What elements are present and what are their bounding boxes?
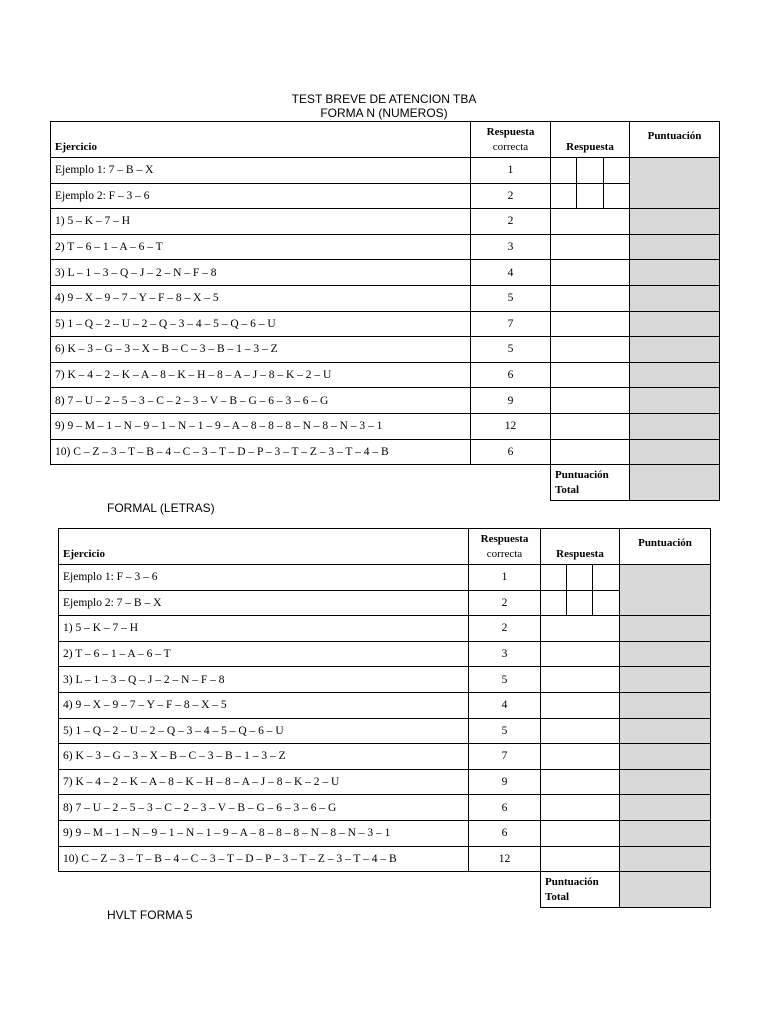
correct-answer-cell: 3 bbox=[471, 234, 551, 260]
header-ejercicio: Ejercicio bbox=[59, 529, 469, 565]
response-cell[interactable] bbox=[551, 337, 630, 363]
example-response-box[interactable] bbox=[567, 590, 593, 616]
header-correcta-line1: Respuesta bbox=[480, 532, 529, 545]
correct-answer-cell: 6 bbox=[469, 795, 541, 821]
header-correcta-line2: correcta bbox=[486, 547, 523, 560]
response-cell[interactable] bbox=[541, 718, 620, 744]
form-n-table bbox=[50, 121, 720, 501]
response-cell[interactable] bbox=[541, 795, 620, 821]
test-title: TEST BREVE DE ATENCION TBA bbox=[291, 92, 477, 106]
score-cell bbox=[630, 439, 720, 465]
example-response-box[interactable] bbox=[577, 158, 604, 184]
response-cell[interactable] bbox=[551, 209, 630, 235]
table-row bbox=[51, 234, 720, 260]
score-cell bbox=[620, 769, 711, 795]
table-row bbox=[59, 667, 711, 693]
correct-answer-cell: 2 bbox=[469, 616, 541, 642]
exercise-cell: 6) K – 3 – G – 3 – X – B – C – 3 – B – 1 – 3 – Z bbox=[59, 744, 469, 770]
exercise-cell: Ejemplo 2: F – 3 – 6 bbox=[51, 183, 471, 209]
response-cell[interactable] bbox=[541, 820, 620, 846]
table-row bbox=[59, 795, 711, 821]
response-cell[interactable] bbox=[551, 260, 630, 286]
table-row bbox=[59, 616, 711, 642]
correct-answer-cell: 2 bbox=[471, 209, 551, 235]
total-score-label bbox=[551, 465, 630, 501]
example-response-box[interactable] bbox=[577, 183, 604, 209]
exercise-cell: 2) T – 6 – 1 – A – 6 – T bbox=[59, 641, 469, 667]
score-cell bbox=[630, 337, 720, 363]
correct-answer-cell: 6 bbox=[471, 362, 551, 388]
correct-answer-cell: 5 bbox=[469, 718, 541, 744]
exercise-cell: 4) 9 – X – 9 – 7 – Y – F – 8 – X – 5 bbox=[51, 285, 471, 311]
exercise-cell: 5) 1 – Q – 2 – U – 2 – Q – 3 – 4 – 5 – Q – 6 – U bbox=[51, 311, 471, 337]
correct-answer-cell: 2 bbox=[469, 590, 541, 616]
exercise-cell: 8) 7 – U – 2 – 5 – 3 – C – 2 – 3 – V – B – G – 6 – 3 – 6 – G bbox=[59, 795, 469, 821]
score-cell bbox=[630, 311, 720, 337]
response-cell[interactable] bbox=[541, 744, 620, 770]
exercise-cell: 4) 9 – X – 9 – 7 – Y – F – 8 – X – 5 bbox=[59, 692, 469, 718]
header-row bbox=[51, 122, 720, 158]
total-label-line2: Total bbox=[545, 890, 570, 903]
exercise-cell: 2) T – 6 – 1 – A – 6 – T bbox=[51, 234, 471, 260]
total-score-label bbox=[541, 872, 620, 908]
table-row bbox=[51, 260, 720, 286]
score-cell bbox=[630, 413, 720, 439]
total-row-spacer bbox=[51, 465, 551, 501]
correct-answer-cell: 12 bbox=[471, 413, 551, 439]
table-row bbox=[59, 846, 711, 872]
response-cell[interactable] bbox=[541, 641, 620, 667]
exercise-cell: Ejemplo 1: 7 – B – X bbox=[51, 158, 471, 184]
score-cell bbox=[630, 209, 720, 235]
correct-answer-cell: 5 bbox=[471, 285, 551, 311]
table-row bbox=[59, 744, 711, 770]
exercise-cell: 9) 9 – M – 1 – N – 9 – 1 – N – 1 – 9 – A – 8 – 8 – 8 – N – 8 – N – 3 – 1 bbox=[51, 413, 471, 439]
table-row bbox=[51, 183, 720, 209]
exercise-cell: 1) 5 – K – 7 – H bbox=[59, 616, 469, 642]
example-response-box[interactable] bbox=[541, 565, 567, 591]
table-row bbox=[59, 590, 711, 616]
score-cell bbox=[630, 285, 720, 311]
response-cell[interactable] bbox=[541, 616, 620, 642]
table-row bbox=[59, 769, 711, 795]
correct-answer-cell: 4 bbox=[469, 692, 541, 718]
score-cell bbox=[630, 260, 720, 286]
example-response-box[interactable] bbox=[541, 590, 567, 616]
table-row bbox=[51, 362, 720, 388]
exercise-cell: Ejemplo 2: 7 – B – X bbox=[59, 590, 469, 616]
total-row-spacer bbox=[59, 872, 541, 908]
correct-answer-cell: 2 bbox=[471, 183, 551, 209]
response-cell[interactable] bbox=[541, 667, 620, 693]
header-respuesta: Respuesta bbox=[551, 122, 630, 158]
response-cell[interactable] bbox=[551, 311, 630, 337]
score-cell bbox=[620, 641, 711, 667]
table-row bbox=[59, 565, 711, 591]
table-row bbox=[51, 439, 720, 465]
table-row bbox=[59, 820, 711, 846]
score-cell bbox=[620, 718, 711, 744]
score-cell bbox=[620, 616, 711, 642]
total-row bbox=[51, 465, 720, 501]
correct-answer-cell: 7 bbox=[469, 744, 541, 770]
exercise-cell: 10) C – Z – 3 – T – B – 4 – C – 3 – T – D – P – 3 – T – Z – 3 – T – 4 – B bbox=[51, 439, 471, 465]
example-response-box[interactable] bbox=[604, 183, 630, 209]
table-row bbox=[59, 692, 711, 718]
exercise-cell: 3) L – 1 – 3 – Q – J – 2 – N – F – 8 bbox=[51, 260, 471, 286]
exercise-cell: 8) 7 – U – 2 – 5 – 3 – C – 2 – 3 – V – B – G – 6 – 3 – 6 – G bbox=[51, 388, 471, 414]
total-label-line1: Puntuación bbox=[555, 468, 609, 481]
exercise-cell: 5) 1 – Q – 2 – U – 2 – Q – 3 – 4 – 5 – Q – 6 – U bbox=[59, 718, 469, 744]
response-cell[interactable] bbox=[551, 362, 630, 388]
header-correcta-line2: correcta bbox=[492, 140, 529, 153]
score-cell bbox=[620, 846, 711, 872]
exercise-cell: 9) 9 – M – 1 – N – 9 – 1 – N – 1 – 9 – A – 8 – 8 – 8 – N – 8 – N – 3 – 1 bbox=[59, 820, 469, 846]
correct-answer-cell: 9 bbox=[469, 769, 541, 795]
exercise-cell: Ejemplo 1: F – 3 – 6 bbox=[59, 565, 469, 591]
example-score-cell bbox=[630, 158, 720, 209]
score-cell bbox=[620, 667, 711, 693]
example-response-box[interactable] bbox=[551, 183, 577, 209]
correct-answer-cell: 4 bbox=[471, 260, 551, 286]
correct-answer-cell: 9 bbox=[471, 388, 551, 414]
total-row bbox=[59, 872, 711, 908]
correct-answer-cell: 5 bbox=[471, 337, 551, 363]
response-cell[interactable] bbox=[551, 285, 630, 311]
hvlt-title: HVLT FORMA 5 bbox=[107, 908, 193, 922]
total-score-cell bbox=[620, 872, 711, 908]
example-score-cell bbox=[620, 565, 711, 616]
score-cell bbox=[630, 388, 720, 414]
form-n-title: FORMA N (NUMEROS) bbox=[320, 106, 448, 120]
table-row bbox=[51, 388, 720, 414]
header-respuesta-correcta bbox=[469, 529, 541, 565]
header-puntuacion: Puntuación bbox=[630, 122, 720, 158]
response-cell[interactable] bbox=[541, 692, 620, 718]
table-row bbox=[51, 413, 720, 439]
example-response-box[interactable] bbox=[604, 158, 630, 184]
table-row bbox=[51, 285, 720, 311]
form-letras-table bbox=[58, 528, 711, 908]
example-response-box[interactable] bbox=[551, 158, 577, 184]
total-label-line1: Puntuación bbox=[545, 875, 599, 888]
response-cell[interactable] bbox=[551, 234, 630, 260]
score-cell bbox=[620, 692, 711, 718]
correct-answer-cell: 7 bbox=[471, 311, 551, 337]
example-response-box[interactable] bbox=[593, 590, 620, 616]
exercise-cell: 3) L – 1 – 3 – Q – J – 2 – N – F – 8 bbox=[59, 667, 469, 693]
exercise-cell: 7) K – 4 – 2 – K – A – 8 – K – H – 8 – A – J – 8 – K – 2 – U bbox=[59, 769, 469, 795]
total-score-cell bbox=[630, 465, 720, 501]
example-response-box[interactable] bbox=[593, 565, 620, 591]
table-row bbox=[51, 209, 720, 235]
exercise-cell: 6) K – 3 – G – 3 – X – B – C – 3 – B – 1 – 3 – Z bbox=[51, 337, 471, 363]
header-correcta-line1: Respuesta bbox=[486, 125, 535, 138]
table-row bbox=[59, 641, 711, 667]
table-row bbox=[51, 158, 720, 184]
exercise-cell: 7) K – 4 – 2 – K – A – 8 – K – H – 8 – A – J – 8 – K – 2 – U bbox=[51, 362, 471, 388]
correct-answer-cell: 6 bbox=[471, 439, 551, 465]
header-respuesta-correcta bbox=[471, 122, 551, 158]
response-cell[interactable] bbox=[541, 769, 620, 795]
correct-answer-cell: 1 bbox=[471, 158, 551, 184]
header-row bbox=[59, 529, 711, 565]
correct-answer-cell: 3 bbox=[469, 641, 541, 667]
example-response-box[interactable] bbox=[567, 565, 593, 591]
table-row bbox=[51, 337, 720, 363]
score-cell bbox=[620, 795, 711, 821]
score-cell bbox=[630, 362, 720, 388]
correct-answer-cell: 5 bbox=[469, 667, 541, 693]
table-row bbox=[51, 311, 720, 337]
exercise-cell: 10) C – Z – 3 – T – B – 4 – C – 3 – T – D – P – 3 – T – Z – 3 – T – 4 – B bbox=[59, 846, 469, 872]
score-cell bbox=[620, 820, 711, 846]
response-cell[interactable] bbox=[551, 388, 630, 414]
correct-answer-cell: 1 bbox=[469, 565, 541, 591]
response-cell[interactable] bbox=[551, 439, 630, 465]
header-respuesta: Respuesta bbox=[541, 529, 620, 565]
header-ejercicio: Ejercicio bbox=[51, 122, 471, 158]
header-puntuacion: Puntuación bbox=[620, 529, 711, 565]
score-cell bbox=[620, 744, 711, 770]
response-cell[interactable] bbox=[551, 413, 630, 439]
table-row bbox=[59, 718, 711, 744]
exercise-cell: 1) 5 – K – 7 – H bbox=[51, 209, 471, 235]
total-label-line2: Total bbox=[555, 483, 580, 496]
form-letras-title: FORMAL (LETRAS) bbox=[107, 501, 215, 515]
correct-answer-cell: 12 bbox=[469, 846, 541, 872]
score-cell bbox=[630, 234, 720, 260]
correct-answer-cell: 6 bbox=[469, 820, 541, 846]
response-cell[interactable] bbox=[541, 846, 620, 872]
